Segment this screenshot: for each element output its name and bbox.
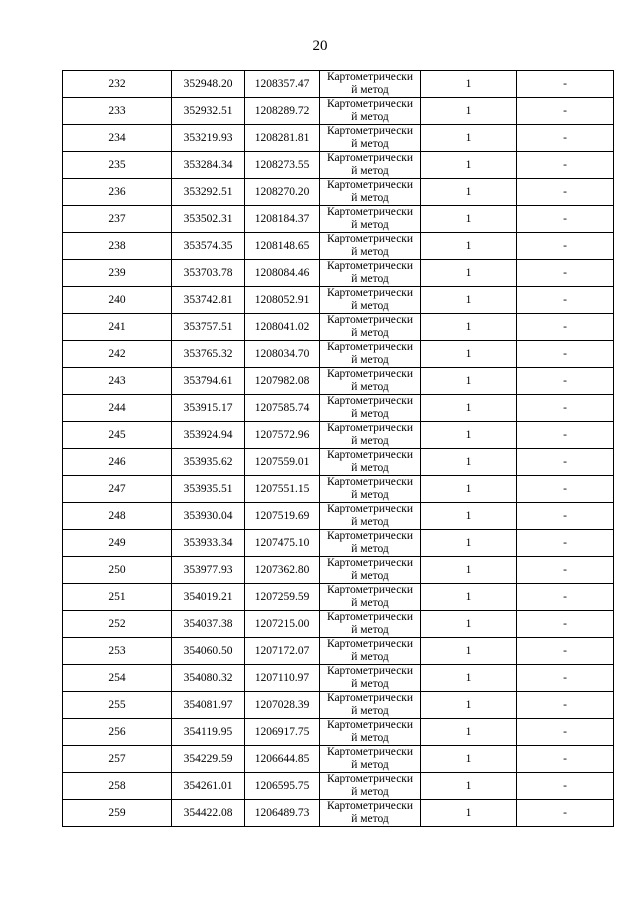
accuracy-cell: 1	[421, 179, 517, 206]
method-cell	[320, 692, 421, 719]
point-number-cell: 256	[63, 719, 172, 746]
y-coordinate-cell: 1207585.74	[245, 395, 320, 422]
method-line-2: й метод	[351, 732, 389, 744]
description-cell: -	[517, 206, 614, 233]
point-number-cell: 235	[63, 152, 172, 179]
table-row	[63, 773, 614, 800]
description-cell: -	[517, 719, 614, 746]
method-cell	[320, 125, 421, 152]
method-cell	[320, 422, 421, 449]
point-number-cell: 246	[63, 449, 172, 476]
x-coordinate-cell: 354019.21	[172, 584, 245, 611]
point-number-cell: 237	[63, 206, 172, 233]
accuracy-cell: 1	[421, 368, 517, 395]
method-line-2: й метод	[351, 138, 389, 150]
table-row	[63, 98, 614, 125]
table-row	[63, 557, 614, 584]
method-line-1: Картометрически	[326, 557, 414, 569]
description-cell: -	[517, 449, 614, 476]
method-cell	[320, 503, 421, 530]
x-coordinate-cell: 353935.62	[172, 449, 245, 476]
point-number-cell: 259	[63, 800, 172, 827]
method-line-2: й метод	[351, 111, 389, 123]
description-cell: -	[517, 773, 614, 800]
accuracy-cell: 1	[421, 152, 517, 179]
method-line-2: й метод	[351, 759, 389, 771]
method-line-1: Картометрически	[326, 584, 414, 596]
method-line-1: Картометрически	[326, 530, 414, 542]
y-coordinate-cell: 1208357.47	[245, 71, 320, 98]
page-number: 20	[312, 38, 328, 54]
point-number-cell: 236	[63, 179, 172, 206]
method-line-2: й метод	[351, 597, 389, 609]
y-coordinate-cell: 1207110.97	[245, 665, 320, 692]
description-cell: -	[517, 98, 614, 125]
method-line-1: Картометрически	[326, 287, 414, 299]
method-line-1: Картометрически	[326, 665, 414, 677]
method-line-2: й метод	[351, 84, 389, 96]
y-coordinate-cell: 1207362.80	[245, 557, 320, 584]
x-coordinate-cell: 354229.59	[172, 746, 245, 773]
x-coordinate-cell: 353794.61	[172, 368, 245, 395]
y-coordinate-cell: 1208084.46	[245, 260, 320, 287]
method-cell	[320, 314, 421, 341]
y-coordinate-cell: 1206489.73	[245, 800, 320, 827]
x-coordinate-cell: 353924.94	[172, 422, 245, 449]
y-coordinate-cell: 1207519.69	[245, 503, 320, 530]
accuracy-cell: 1	[421, 584, 517, 611]
y-coordinate-cell: 1207215.00	[245, 611, 320, 638]
table-row	[63, 260, 614, 287]
y-coordinate-cell: 1208034.70	[245, 341, 320, 368]
description-cell: -	[517, 584, 614, 611]
x-coordinate-cell: 352948.20	[172, 71, 245, 98]
method-cell	[320, 800, 421, 827]
x-coordinate-cell: 354060.50	[172, 638, 245, 665]
point-number-cell: 257	[63, 746, 172, 773]
y-coordinate-cell: 1207172.07	[245, 638, 320, 665]
method-line-1: Картометрически	[326, 476, 414, 488]
x-coordinate-cell: 353935.51	[172, 476, 245, 503]
table-row	[63, 611, 614, 638]
method-line-2: й метод	[351, 327, 389, 339]
y-coordinate-cell: 1206644.85	[245, 746, 320, 773]
description-cell: -	[517, 233, 614, 260]
method-line-2: й метод	[351, 705, 389, 717]
accuracy-cell: 1	[421, 746, 517, 773]
table-row	[63, 287, 614, 314]
point-number-cell: 241	[63, 314, 172, 341]
table-row	[63, 395, 614, 422]
point-number-cell: 242	[63, 341, 172, 368]
table-row	[63, 719, 614, 746]
y-coordinate-cell: 1208289.72	[245, 98, 320, 125]
method-line-1: Картометрически	[326, 98, 414, 110]
point-number-cell: 253	[63, 638, 172, 665]
description-cell: -	[517, 260, 614, 287]
method-line-2: й метод	[351, 354, 389, 366]
point-number-cell: 251	[63, 584, 172, 611]
method-line-2: й метод	[351, 246, 389, 258]
method-line-2: й метод	[351, 516, 389, 528]
x-coordinate-cell: 353292.51	[172, 179, 245, 206]
method-line-1: Картометрически	[326, 71, 414, 83]
description-cell: -	[517, 287, 614, 314]
description-cell: -	[517, 503, 614, 530]
method-line-1: Картометрически	[326, 503, 414, 515]
method-cell	[320, 638, 421, 665]
x-coordinate-cell: 353757.51	[172, 314, 245, 341]
description-cell: -	[517, 800, 614, 827]
y-coordinate-cell: 1207572.96	[245, 422, 320, 449]
x-coordinate-cell: 353915.17	[172, 395, 245, 422]
y-coordinate-cell: 1207028.39	[245, 692, 320, 719]
description-cell: -	[517, 341, 614, 368]
x-coordinate-cell: 352932.51	[172, 98, 245, 125]
table-row	[63, 476, 614, 503]
y-coordinate-cell: 1208281.81	[245, 125, 320, 152]
method-line-1: Картометрически	[326, 179, 414, 191]
method-line-1: Картометрически	[326, 692, 414, 704]
x-coordinate-cell: 354080.32	[172, 665, 245, 692]
description-cell: -	[517, 638, 614, 665]
point-number-cell: 250	[63, 557, 172, 584]
method-line-2: й метод	[351, 624, 389, 636]
table-row	[63, 314, 614, 341]
description-cell: -	[517, 422, 614, 449]
accuracy-cell: 1	[421, 611, 517, 638]
x-coordinate-cell: 353284.34	[172, 152, 245, 179]
table-row	[63, 341, 614, 368]
x-coordinate-cell: 354422.08	[172, 800, 245, 827]
point-number-cell: 238	[63, 233, 172, 260]
y-coordinate-cell: 1208148.65	[245, 233, 320, 260]
method-line-1: Картометрически	[326, 449, 414, 461]
table-row	[63, 422, 614, 449]
method-line-2: й метод	[351, 651, 389, 663]
point-number-cell: 244	[63, 395, 172, 422]
method-cell	[320, 206, 421, 233]
method-line-1: Картометрически	[326, 800, 414, 812]
point-number-cell: 234	[63, 125, 172, 152]
y-coordinate-cell: 1207475.10	[245, 530, 320, 557]
y-coordinate-cell: 1208052.91	[245, 287, 320, 314]
point-number-cell: 255	[63, 692, 172, 719]
accuracy-cell: 1	[421, 71, 517, 98]
accuracy-cell: 1	[421, 800, 517, 827]
table-row	[63, 584, 614, 611]
method-line-2: й метод	[351, 786, 389, 798]
y-coordinate-cell: 1206595.75	[245, 773, 320, 800]
accuracy-cell: 1	[421, 503, 517, 530]
x-coordinate-cell: 353703.78	[172, 260, 245, 287]
method-line-1: Картометрически	[326, 368, 414, 380]
table-row	[63, 746, 614, 773]
accuracy-cell: 1	[421, 98, 517, 125]
method-line-1: Картометрически	[326, 395, 414, 407]
x-coordinate-cell: 353765.32	[172, 341, 245, 368]
x-coordinate-cell: 354119.95	[172, 719, 245, 746]
method-cell	[320, 341, 421, 368]
y-coordinate-cell: 1207559.01	[245, 449, 320, 476]
method-cell	[320, 476, 421, 503]
method-line-1: Картометрически	[326, 773, 414, 785]
method-line-2: й метод	[351, 381, 389, 393]
description-cell: -	[517, 125, 614, 152]
method-line-2: й метод	[351, 273, 389, 285]
method-cell	[320, 233, 421, 260]
y-coordinate-cell: 1207551.15	[245, 476, 320, 503]
accuracy-cell: 1	[421, 341, 517, 368]
method-line-1: Картометрически	[326, 611, 414, 623]
x-coordinate-cell: 353742.81	[172, 287, 245, 314]
point-number-cell: 232	[63, 71, 172, 98]
accuracy-cell: 1	[421, 125, 517, 152]
method-line-1: Картометрически	[326, 125, 414, 137]
method-line-1: Картометрически	[326, 719, 414, 731]
method-line-2: й метод	[351, 408, 389, 420]
table-row	[63, 233, 614, 260]
method-line-2: й метод	[351, 192, 389, 204]
table-row	[63, 152, 614, 179]
method-cell	[320, 719, 421, 746]
method-line-2: й метод	[351, 543, 389, 555]
x-coordinate-cell: 354081.97	[172, 692, 245, 719]
method-cell	[320, 287, 421, 314]
x-coordinate-cell: 353977.93	[172, 557, 245, 584]
method-line-1: Картометрически	[326, 422, 414, 434]
point-number-cell: 258	[63, 773, 172, 800]
description-cell: -	[517, 71, 614, 98]
x-coordinate-cell: 353574.35	[172, 233, 245, 260]
table-row	[63, 71, 614, 98]
x-coordinate-cell: 354261.01	[172, 773, 245, 800]
point-number-cell: 249	[63, 530, 172, 557]
method-cell	[320, 71, 421, 98]
accuracy-cell: 1	[421, 233, 517, 260]
table-body	[63, 71, 614, 827]
y-coordinate-cell: 1208273.55	[245, 152, 320, 179]
accuracy-cell: 1	[421, 530, 517, 557]
method-cell	[320, 773, 421, 800]
method-cell	[320, 368, 421, 395]
y-coordinate-cell: 1207259.59	[245, 584, 320, 611]
accuracy-cell: 1	[421, 638, 517, 665]
accuracy-cell: 1	[421, 719, 517, 746]
point-number-cell: 252	[63, 611, 172, 638]
description-cell: -	[517, 746, 614, 773]
accuracy-cell: 1	[421, 449, 517, 476]
accuracy-cell: 1	[421, 665, 517, 692]
table-row	[63, 449, 614, 476]
table-row	[63, 638, 614, 665]
accuracy-cell: 1	[421, 260, 517, 287]
method-line-2: й метод	[351, 489, 389, 501]
y-coordinate-cell: 1207982.08	[245, 368, 320, 395]
method-cell	[320, 395, 421, 422]
accuracy-cell: 1	[421, 422, 517, 449]
table-row	[63, 530, 614, 557]
method-line-1: Картометрически	[326, 260, 414, 272]
x-coordinate-cell: 353933.34	[172, 530, 245, 557]
description-cell: -	[517, 692, 614, 719]
method-line-2: й метод	[351, 165, 389, 177]
x-coordinate-cell: 353930.04	[172, 503, 245, 530]
description-cell: -	[517, 314, 614, 341]
accuracy-cell: 1	[421, 206, 517, 233]
y-coordinate-cell: 1208270.20	[245, 179, 320, 206]
method-line-1: Картометрически	[326, 341, 414, 353]
method-cell	[320, 449, 421, 476]
method-line-2: й метод	[351, 813, 389, 825]
point-number-cell: 247	[63, 476, 172, 503]
point-number-cell: 245	[63, 422, 172, 449]
method-cell	[320, 557, 421, 584]
accuracy-cell: 1	[421, 287, 517, 314]
table-row	[63, 503, 614, 530]
description-cell: -	[517, 665, 614, 692]
x-coordinate-cell: 353219.93	[172, 125, 245, 152]
point-number-cell: 248	[63, 503, 172, 530]
description-cell: -	[517, 152, 614, 179]
method-line-1: Картометрически	[326, 233, 414, 245]
accuracy-cell: 1	[421, 395, 517, 422]
table-row	[63, 125, 614, 152]
point-number-cell: 233	[63, 98, 172, 125]
method-cell	[320, 260, 421, 287]
accuracy-cell: 1	[421, 692, 517, 719]
table-row	[63, 179, 614, 206]
description-cell: -	[517, 557, 614, 584]
method-cell	[320, 152, 421, 179]
table-row	[63, 368, 614, 395]
method-line-2: й метод	[351, 678, 389, 690]
method-line-1: Картометрически	[326, 638, 414, 650]
method-cell	[320, 665, 421, 692]
method-line-2: й метод	[351, 219, 389, 231]
method-line-2: й метод	[351, 435, 389, 447]
description-cell: -	[517, 476, 614, 503]
method-line-1: Картометрически	[326, 746, 414, 758]
coordinates-table	[62, 70, 614, 827]
method-cell	[320, 98, 421, 125]
accuracy-cell: 1	[421, 557, 517, 584]
point-number-cell: 239	[63, 260, 172, 287]
method-cell	[320, 611, 421, 638]
method-line-1: Картометрически	[326, 152, 414, 164]
accuracy-cell: 1	[421, 476, 517, 503]
y-coordinate-cell: 1208184.37	[245, 206, 320, 233]
point-number-cell: 254	[63, 665, 172, 692]
method-line-2: й метод	[351, 300, 389, 312]
method-cell	[320, 746, 421, 773]
method-cell	[320, 530, 421, 557]
description-cell: -	[517, 179, 614, 206]
method-cell	[320, 584, 421, 611]
method-line-2: й метод	[351, 570, 389, 582]
accuracy-cell: 1	[421, 773, 517, 800]
point-number-cell: 243	[63, 368, 172, 395]
description-cell: -	[517, 368, 614, 395]
y-coordinate-cell: 1206917.75	[245, 719, 320, 746]
x-coordinate-cell: 354037.38	[172, 611, 245, 638]
x-coordinate-cell: 353502.31	[172, 206, 245, 233]
table-row	[63, 692, 614, 719]
table-row	[63, 665, 614, 692]
method-cell	[320, 179, 421, 206]
method-line-1: Картометрически	[326, 206, 414, 218]
description-cell: -	[517, 395, 614, 422]
table-row	[63, 800, 614, 827]
method-line-2: й метод	[351, 462, 389, 474]
method-line-1: Картометрически	[326, 314, 414, 326]
table-row	[63, 206, 614, 233]
y-coordinate-cell: 1208041.02	[245, 314, 320, 341]
description-cell: -	[517, 611, 614, 638]
description-cell: -	[517, 530, 614, 557]
point-number-cell: 240	[63, 287, 172, 314]
accuracy-cell: 1	[421, 314, 517, 341]
